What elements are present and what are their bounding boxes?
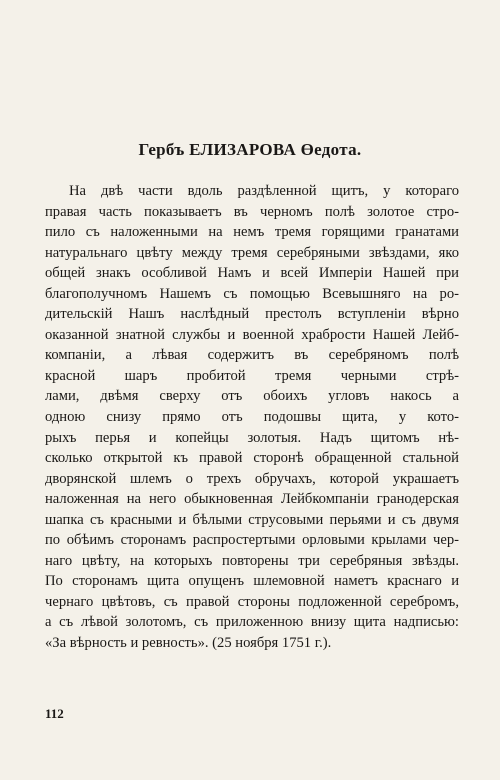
text-line: лами, двѣмя сверху отъ обоихъ угловъ накось а [45, 388, 459, 405]
text-line: дительскій Нашъ наслѣдный престолъ вступленіи вѣрно [45, 306, 459, 323]
text-line: По сторонамъ щита опущенъ шлемовной наметъ краснаго и [45, 573, 459, 590]
text-line: пило съ наложенными на немъ тремя горящими гранатами [45, 224, 459, 241]
text-line: одною снизу прямо отъ подошвы щита, у кото- [45, 409, 459, 426]
text-line: общей знакъ особливой Намъ и всей Имперіи Нашей при [45, 265, 459, 282]
text-line: по обѣимъ сторонамъ распростертыми орловыми крылами чер- [45, 532, 459, 549]
text-line: красной шаръ пробитой тремя черными стрѣ- [45, 367, 459, 384]
text-line: оказанной знатной службы и военной храбрости Нашей Лейб- [45, 326, 459, 343]
text-line: наго цвѣту, на которыхъ повторены три серебряныя звѣзды. [45, 552, 459, 569]
text-line: «За вѣрность и ревность». (25 ноября 1751 г.). [45, 635, 332, 652]
text-line: чернаго цвѣтовъ, съ правой стороны подложенной серебромъ, [45, 593, 459, 610]
text-line: На двѣ части вдоль раздѣленной щитъ, у котораго [69, 183, 459, 199]
text-line: натуральнаго цвѣту между тремя серебряными звѣздами, яко [45, 244, 459, 261]
text-line: дворянской шлемъ о трехъ обручахъ, которой украшаетъ [45, 470, 459, 487]
text-line: а съ лѣвой золотомъ, съ приложенною внизу щита надписью: [45, 614, 459, 631]
text-line: благополучномъ Нашемъ съ помощью Всевышняго на ро- [45, 285, 459, 302]
document-title: Гербъ ЕЛИЗАРОВА Өедота. [138, 140, 362, 159]
text-line: сколько открытой къ правой сторонѣ обращенной стальной [45, 450, 459, 467]
page-number: 112 [45, 706, 64, 721]
text-line: рыхъ перья и копейцы золотыя. Надъ щитомъ нѣ- [45, 429, 459, 446]
text-line: правая часть показываетъ въ черномъ полѣ золотое стро- [45, 203, 459, 220]
text-line: шапка съ красными и бѣлыми струсовыми перьями и съ двумя [45, 511, 459, 528]
text-line: компаніи, а лѣвая содержитъ въ серебряномъ полѣ [45, 347, 459, 364]
body-text [45, 181, 459, 654]
text-line: наложенная на него обыкновенная Лейбкомпаніи гранодерская [45, 491, 459, 508]
